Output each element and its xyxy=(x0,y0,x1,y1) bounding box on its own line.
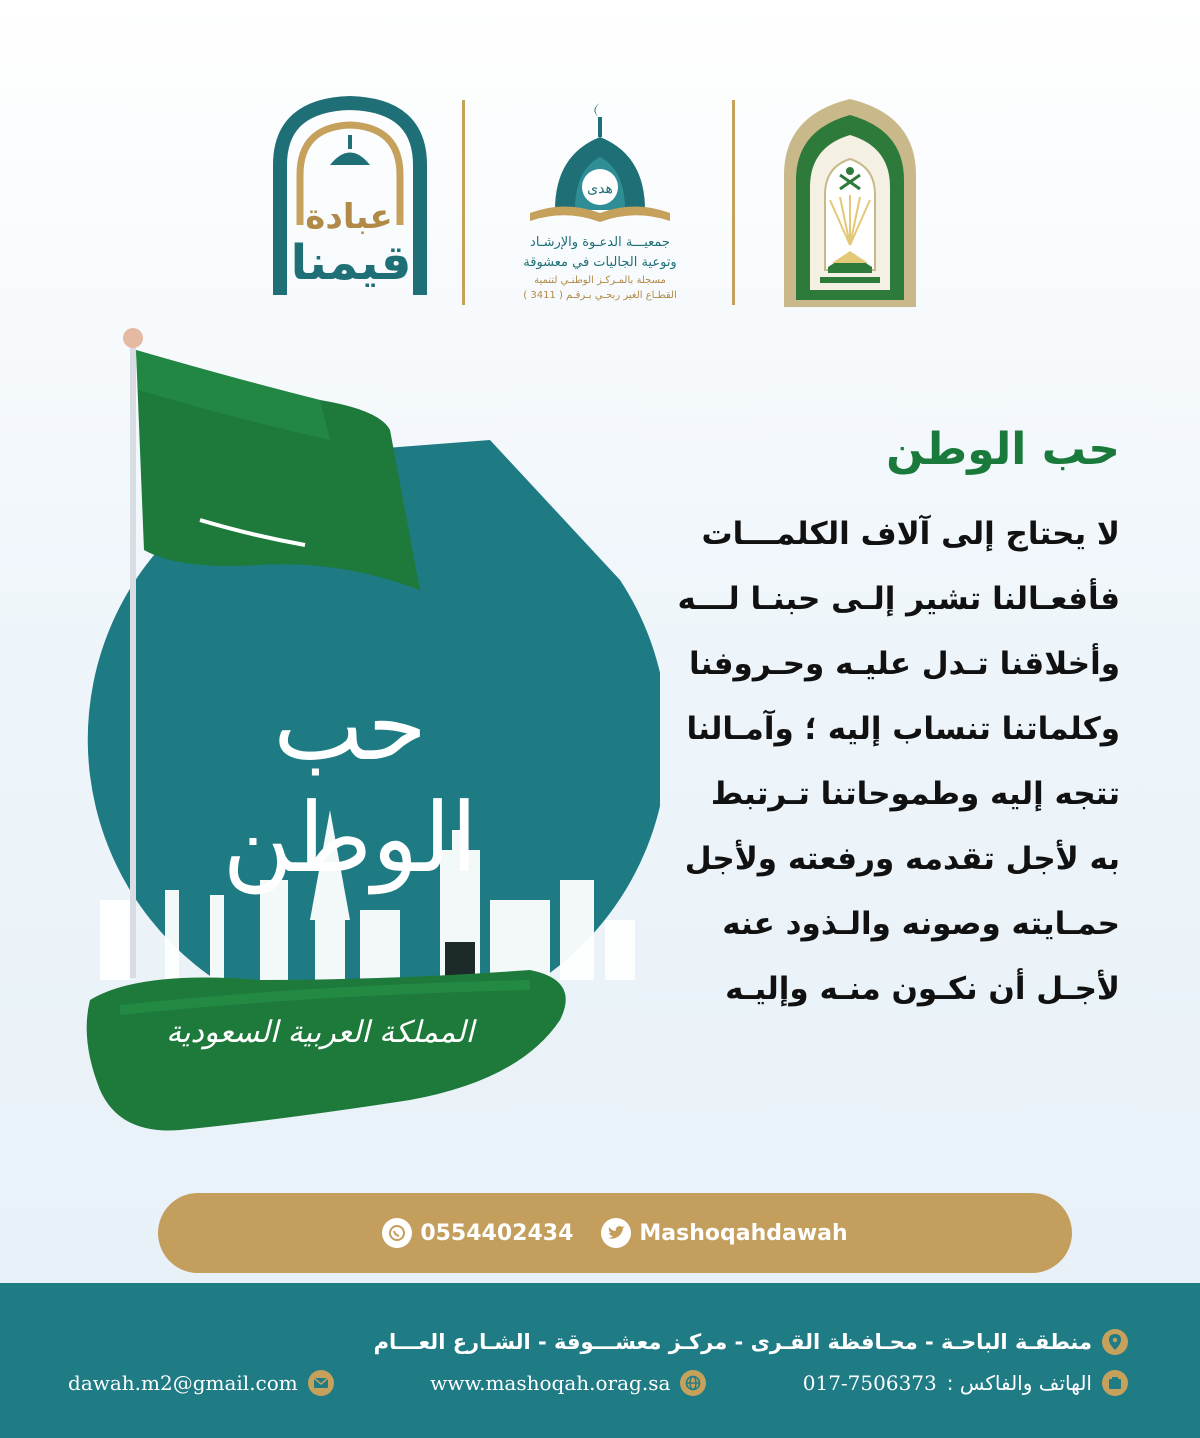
artwork-title: حب الوطن xyxy=(222,670,478,894)
phone-fax-icon xyxy=(1102,1370,1128,1396)
email-icon xyxy=(308,1370,334,1396)
whatsapp-icon xyxy=(382,1218,412,1248)
content-line: وأخلاقنا تـدل عليـه وحـروفنا xyxy=(688,646,1120,682)
huda-name-line1: جمعيـــة الدعـوة والإرشـاد xyxy=(530,235,670,250)
footer-phone: 017-7506373 xyxy=(802,1371,937,1395)
poem-content xyxy=(600,420,1120,1022)
content-line: فأفعـالنا تشير إلـى حبنـا لـــه xyxy=(677,581,1120,617)
huda-registration-line1: مسجلة بالمـركـز الوطنـي لتنمية xyxy=(534,275,666,286)
twitter-handle: Mashoqahdawah xyxy=(639,1220,848,1246)
footer-phone-label: الهاتف والفاكس : xyxy=(946,1371,1092,1395)
location-pin-icon xyxy=(1102,1329,1128,1355)
footer-email-group[interactable] xyxy=(68,1370,334,1396)
footer-address-row xyxy=(374,1329,1128,1355)
national-day-artwork xyxy=(60,320,660,1150)
contact-bar xyxy=(158,1193,1072,1273)
content-line: حمـايته وصونه والـذود عنه xyxy=(722,906,1120,942)
header-divider-left xyxy=(462,100,465,305)
ministry-arch-emblem-icon xyxy=(780,95,920,310)
ibada-word-values: قيمنا xyxy=(290,235,412,291)
header-divider-right xyxy=(732,100,735,305)
footer-email[interactable]: dawah.m2@gmail.com xyxy=(68,1371,298,1395)
footer-address: منطقـة الباحـة - محـافظة القـرى - مركـز معشـــوقة - الشـارع العـــام xyxy=(373,1330,1092,1354)
mosque-dome-icon xyxy=(500,95,700,230)
footer-phone-group xyxy=(803,1370,1128,1396)
ibada-logo xyxy=(270,95,430,295)
huda-association-logo xyxy=(500,95,700,315)
content-line: وكلماتنا تنساب إليه ؛ وآمـالنا xyxy=(686,711,1120,747)
phone-number: 0554402434 xyxy=(420,1220,574,1246)
content-line: به لأجل تقدمه ورفعته ولأجل xyxy=(684,841,1120,877)
footer-contact-row xyxy=(68,1370,1128,1396)
twitter-contact[interactable] xyxy=(601,1218,847,1248)
content-line: تتجه إليه وطموحاتنا تـرتبط xyxy=(710,776,1120,812)
content-title: حب الوطن xyxy=(886,424,1120,475)
twitter-icon xyxy=(601,1218,631,1248)
ministry-logo xyxy=(780,95,920,310)
whatsapp-contact[interactable] xyxy=(382,1218,573,1248)
footer-website[interactable]: www.mashoqah.orag.sa xyxy=(430,1371,671,1395)
footer-website-group[interactable] xyxy=(430,1370,706,1396)
header xyxy=(270,95,930,315)
content-line: لأجـل أن نكـون منـه وإليـه xyxy=(725,971,1120,1007)
huda-registration-line2: القطـاع الغير ربحـي بـرقـم ( 3411 ) xyxy=(523,290,677,301)
huda-name-line2: وتوعية الجاليات في معشوقة xyxy=(523,255,677,270)
globe-icon xyxy=(680,1370,706,1396)
footer xyxy=(0,1283,1200,1438)
artwork-kingdom-text: المملكة العربية السعودية xyxy=(166,1015,474,1050)
svg-text:هدى: هدى xyxy=(587,181,613,197)
ibada-word-worship: عبادة xyxy=(305,197,393,237)
content-line: لا يحتاج إلى آلاف الكلمـــات xyxy=(701,516,1120,552)
